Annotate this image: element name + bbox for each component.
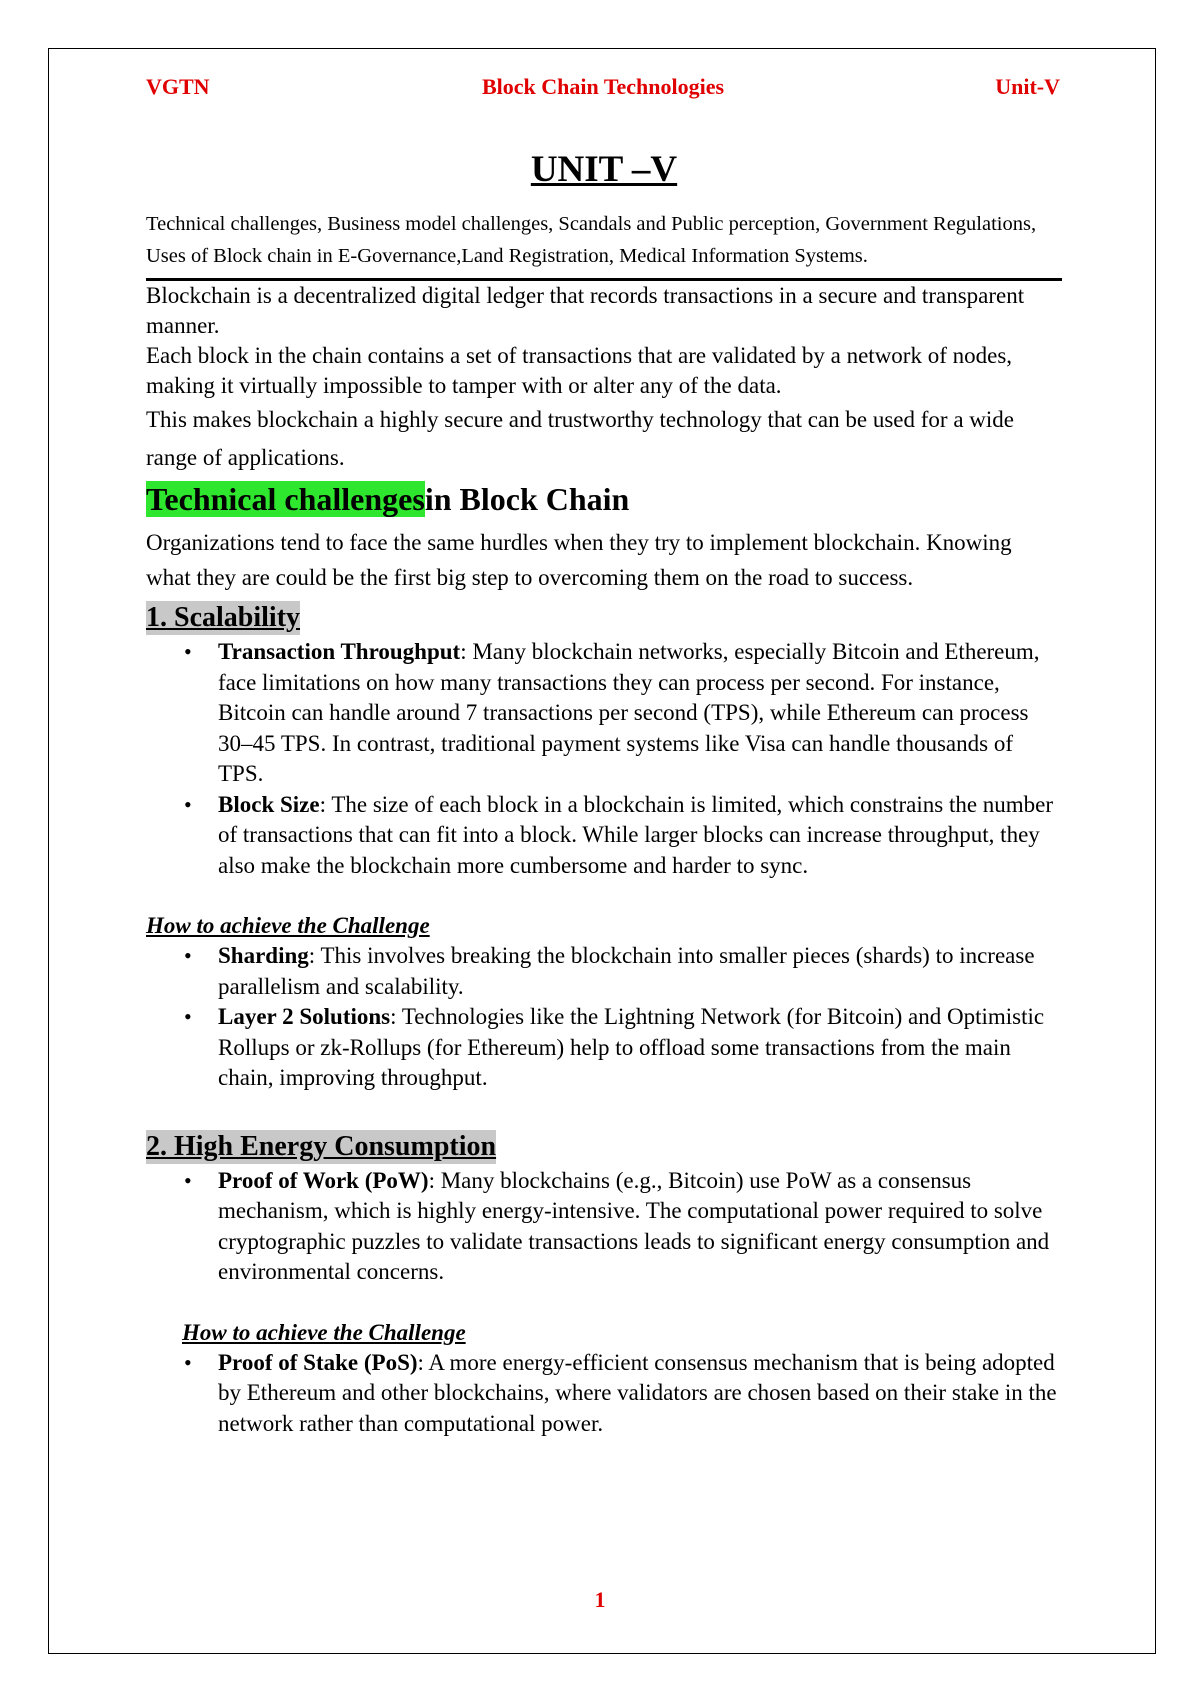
scalability-title: 1. Scalability xyxy=(146,602,301,633)
energy-list xyxy=(146,1166,1062,1288)
scalability-section xyxy=(146,595,1062,1094)
item-term: Proof of Work (PoW) xyxy=(218,1167,429,1193)
list-item xyxy=(218,941,1062,1002)
item-term: Block Size xyxy=(218,791,320,817)
section-intro: Organizations tend to face the same hurdles when they try to implement blockchain. Knowing what they are could be the first big step to overcoming them on the road to success. xyxy=(146,530,1012,590)
header-left: VGTN xyxy=(146,74,210,99)
section-title xyxy=(146,479,1062,519)
unit-title: UNIT –V xyxy=(530,149,678,190)
item-term: Layer 2 Solutions xyxy=(218,1004,391,1029)
list-item xyxy=(218,1002,1062,1094)
page-header xyxy=(146,74,1060,100)
section-title-rest: in Block Chain xyxy=(424,481,630,517)
list-item xyxy=(218,790,1062,882)
syllabus-text: Technical challenges, Business model challenges, Scandals and Public perception, Government Regulations, Uses of Block chain in E-Governance,Land Registration, Medical Information Systems. xyxy=(146,208,1062,281)
scalability-solutions-list xyxy=(146,941,1062,1094)
energy-solutions-list xyxy=(146,1348,1062,1440)
item-term: Proof of Stake (PoS) xyxy=(218,1349,418,1375)
page-content xyxy=(146,150,1062,1439)
item-text: : This involves breaking the blockchain into smaller pieces (shards) to increase parallelism and scalability. xyxy=(218,943,1035,999)
intro-paragraph-2: Each block in the chain contains a set of transactions that are validated by a network of nodes, making it virtually impossible to tamper with or alter any of the data. xyxy=(146,343,1013,398)
item-text: : Many blockchains (e.g., Bitcoin) use PoW as a consensus mechanism, which is highly energy-intensive. The computational power required to solve cryptographic puzzles to validate transactions leads to significant energy consumption and environmental concerns. xyxy=(218,1167,1050,1284)
intro-section xyxy=(146,281,1062,477)
item-term: Sharding xyxy=(218,943,309,968)
header-center: Block Chain Technologies xyxy=(481,74,725,99)
item-text: : The size of each block in a blockchain is limited, which constrains the number of transactions that can fit into a block. While larger blocks can increase throughput, they also make the blockchain more cumbersome and harder to sync. xyxy=(218,791,1054,878)
intro-paragraph-3: This makes blockchain a highly secure and trustworthy technology that can be used for a wide range of applications. xyxy=(146,407,1014,470)
section-title-highlight: Technical challenges xyxy=(146,481,425,517)
item-text: : Many blockchain networks, especially Bitcoin and Ethereum, face limitations on how many transactions they can process per second. For instance, Bitcoin can handle around 7 transactions per second (TPS), while Ethereum can process 30–45 TPS. In contrast, traditional payment systems like Visa can handle thousands of TPS. xyxy=(218,639,1040,786)
energy-title: 2. High Energy Consumption xyxy=(146,1130,497,1162)
item-text: : A more energy-efficient consensus mechanism that is being adopted by Ethereum and other blockchains, where validators are chosen based on their stake in the network rather than computational power. xyxy=(218,1349,1057,1436)
list-item xyxy=(218,637,1062,790)
list-item xyxy=(218,1348,1062,1440)
energy-section xyxy=(146,1124,1062,1440)
header-right: Unit-V xyxy=(995,74,1060,99)
intro-paragraph-1: Blockchain is a decentralized digital ledger that records transactions in a secure and transparent manner. xyxy=(146,283,1025,338)
list-item xyxy=(218,1166,1062,1288)
how-to-achieve-heading: How to achieve the Challenge xyxy=(182,1319,466,1345)
how-to-achieve-heading: How to achieve the Challenge xyxy=(146,913,430,938)
item-text: : Technologies like the Lightning Network (for Bitcoin) and Optimistic Rollups or zk-Rollups (for Ethereum) help to offload some transactions from the main chain, improving throughput. xyxy=(218,1004,1045,1090)
page-number: 1 xyxy=(594,1587,606,1612)
item-term: Transaction Throughput xyxy=(218,639,461,664)
scalability-list xyxy=(146,637,1062,881)
